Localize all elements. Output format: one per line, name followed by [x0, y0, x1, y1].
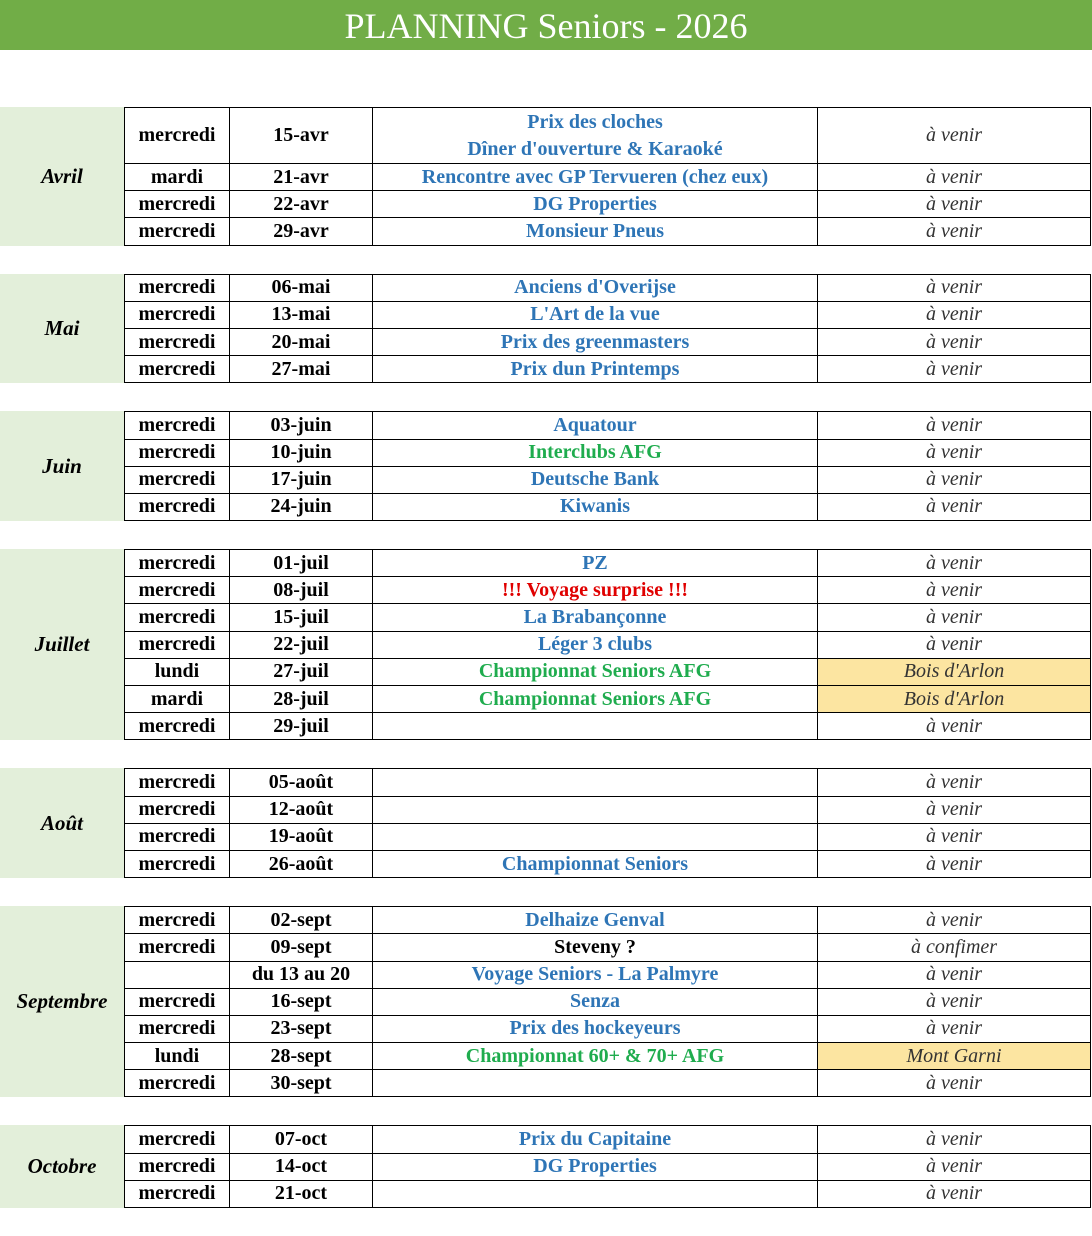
day-cell: mercredi — [124, 989, 230, 1015]
day-cell: mercredi — [124, 604, 230, 630]
month-label: Mai — [0, 274, 124, 384]
event-name: Deutsche Bank — [530, 468, 660, 491]
table-row — [124, 713, 1091, 740]
event-name: Aquatour — [553, 413, 637, 436]
event-cell — [373, 356, 818, 382]
status-cell: à venir — [818, 824, 1091, 850]
status-cell: à venir — [818, 1070, 1091, 1096]
event-name: Prix dun Printemps — [510, 357, 680, 380]
status-cell: à venir — [818, 962, 1091, 988]
table-row — [124, 797, 1091, 824]
date-cell: 30-sept — [230, 1070, 373, 1096]
table-row — [124, 329, 1091, 356]
event-cell — [373, 934, 818, 960]
month-rows — [124, 274, 1091, 384]
table-row — [124, 1154, 1091, 1181]
month-block — [0, 411, 1092, 521]
day-cell: mercredi — [124, 494, 230, 520]
event-cell — [373, 467, 818, 493]
status-cell: à venir — [818, 713, 1091, 739]
day-cell: mercredi — [124, 824, 230, 850]
event-name: DG Properties — [533, 1155, 657, 1178]
event-name: Monsieur Pneus — [526, 219, 664, 242]
table-row — [124, 1016, 1091, 1043]
table-row — [124, 218, 1091, 245]
month-label: Octobre — [0, 1125, 124, 1208]
event-cell — [373, 218, 818, 244]
day-cell: mercredi — [124, 218, 230, 244]
event-cell — [373, 851, 818, 877]
day-cell — [124, 962, 230, 988]
status-cell: à venir — [818, 797, 1091, 823]
date-cell: 14-oct — [230, 1154, 373, 1180]
event-name: Léger 3 clubs — [537, 633, 653, 656]
event-cell — [373, 164, 818, 190]
table-row — [124, 989, 1091, 1016]
table-row — [124, 824, 1091, 851]
event-name: Interclubs AFG — [528, 441, 662, 464]
day-cell: mercredi — [124, 1181, 230, 1207]
status-cell: à venir — [818, 329, 1091, 355]
event-cell — [373, 1070, 818, 1096]
date-cell: 15-juil — [230, 604, 373, 630]
table-row — [124, 1043, 1091, 1070]
event-cell — [373, 989, 818, 1015]
day-cell: mercredi — [124, 851, 230, 877]
table-row — [124, 494, 1091, 521]
day-cell: mercredi — [124, 440, 230, 466]
event-name: Prix des hockeyeurs — [509, 1017, 681, 1040]
day-cell: mercredi — [124, 550, 230, 576]
month-label: Août — [0, 768, 124, 878]
table-row — [124, 356, 1091, 383]
day-cell: mercredi — [124, 191, 230, 217]
event-cell — [373, 1181, 818, 1207]
event-cell — [373, 550, 818, 576]
date-cell: 22-juil — [230, 632, 373, 658]
day-cell: mercredi — [124, 907, 230, 933]
table-row — [124, 934, 1091, 961]
event-name: PZ — [582, 551, 608, 574]
status-cell: à venir — [818, 275, 1091, 301]
month-rows — [124, 768, 1091, 878]
status-cell: à venir — [818, 302, 1091, 328]
table-row — [124, 659, 1091, 686]
event-cell — [373, 577, 818, 603]
event-name: Prix des greenmasters — [500, 330, 690, 353]
status-cell: à venir — [818, 412, 1091, 438]
table-row — [124, 191, 1091, 218]
event-cell — [373, 797, 818, 823]
month-rows — [124, 906, 1091, 1097]
date-cell: 03-juin — [230, 412, 373, 438]
day-cell: mercredi — [124, 302, 230, 328]
day-cell: mercredi — [124, 275, 230, 301]
event-name: Prix des cloches — [527, 110, 663, 133]
date-cell: du 13 au 20 — [230, 962, 373, 988]
event-name: Championnat 60+ & 70+ AFG — [465, 1044, 725, 1067]
date-cell: 17-juin — [230, 467, 373, 493]
status-cell: à venir — [818, 632, 1091, 658]
month-label: Juin — [0, 411, 124, 521]
event-cell — [373, 632, 818, 658]
event-name: L'Art de la vue — [530, 303, 660, 326]
date-cell: 29-avr — [230, 218, 373, 244]
month-rows — [124, 107, 1091, 246]
date-cell: 08-juil — [230, 577, 373, 603]
page-title: PLANNING Seniors - 2026 — [0, 0, 1092, 50]
event-name: Senza — [570, 990, 620, 1013]
date-cell: 27-mai — [230, 356, 373, 382]
day-cell: mercredi — [124, 1126, 230, 1152]
date-cell: 15-avr — [230, 108, 373, 163]
event-name: Championnat Seniors AFG — [478, 687, 712, 710]
date-cell: 29-juil — [230, 713, 373, 739]
date-cell: 22-avr — [230, 191, 373, 217]
table-row — [124, 769, 1091, 796]
event-cell — [373, 769, 818, 795]
status-cell: à venir — [818, 494, 1091, 520]
table-row — [124, 275, 1091, 302]
table-row — [124, 108, 1091, 164]
table-row — [124, 907, 1091, 934]
event-cell — [373, 329, 818, 355]
month-block — [0, 274, 1092, 384]
month-block — [0, 549, 1092, 740]
event-cell — [373, 191, 818, 217]
status-cell: à venir — [818, 218, 1091, 244]
event-cell — [373, 1126, 818, 1152]
status-cell: à venir — [818, 440, 1091, 466]
status-cell: à venir — [818, 1154, 1091, 1180]
month-label: Juillet — [0, 549, 124, 740]
status-cell: à venir — [818, 769, 1091, 795]
table-row — [124, 550, 1091, 577]
day-cell: mercredi — [124, 412, 230, 438]
day-cell: lundi — [124, 659, 230, 685]
date-cell: 01-juil — [230, 550, 373, 576]
month-rows — [124, 549, 1091, 740]
status-cell: à venir — [818, 1016, 1091, 1042]
month-rows — [124, 1125, 1091, 1208]
event-cell — [373, 713, 818, 739]
status-cell: à venir — [818, 191, 1091, 217]
event-cell — [373, 962, 818, 988]
status-cell: à venir — [818, 108, 1091, 163]
day-cell: mercredi — [124, 467, 230, 493]
month-label: Avril — [0, 107, 124, 246]
date-cell: 21-oct — [230, 1181, 373, 1207]
day-cell: mardi — [124, 686, 230, 712]
event-name: !!! Voyage surprise !!! — [501, 578, 689, 601]
event-name: Delhaize Genval — [525, 908, 665, 931]
event-cell — [373, 1043, 818, 1069]
status-cell: Bois d'Arlon — [818, 686, 1091, 712]
day-cell: mercredi — [124, 769, 230, 795]
event-name: Prix du Capitaine — [518, 1128, 672, 1151]
day-cell: mercredi — [124, 632, 230, 658]
status-cell: à venir — [818, 356, 1091, 382]
status-cell: Bois d'Arlon — [818, 659, 1091, 685]
table-row — [124, 412, 1091, 439]
date-cell: 28-sept — [230, 1043, 373, 1069]
month-label: Septembre — [0, 906, 124, 1097]
month-block — [0, 906, 1092, 1097]
status-cell: à venir — [818, 989, 1091, 1015]
date-cell: 21-avr — [230, 164, 373, 190]
date-cell: 07-oct — [230, 1126, 373, 1152]
day-cell: mercredi — [124, 1070, 230, 1096]
day-cell: mercredi — [124, 713, 230, 739]
status-cell: à venir — [818, 1126, 1091, 1152]
event-name: Anciens d'Overijse — [514, 276, 676, 299]
date-cell: 26-août — [230, 851, 373, 877]
event-name: Championnat Seniors — [501, 852, 689, 875]
event-name: Championnat Seniors AFG — [478, 660, 712, 683]
date-cell: 02-sept — [230, 907, 373, 933]
date-cell: 19-août — [230, 824, 373, 850]
month-block — [0, 768, 1092, 878]
event-name: Voyage Seniors - La Palmyre — [471, 963, 719, 986]
status-cell: à venir — [818, 550, 1091, 576]
date-cell: 28-juil — [230, 686, 373, 712]
event-name: Rencontre avec GP Tervueren (chez eux) — [421, 165, 769, 188]
day-cell: mercredi — [124, 934, 230, 960]
status-cell: à venir — [818, 164, 1091, 190]
event-name: Steveny ? — [554, 935, 636, 958]
event-cell — [373, 440, 818, 466]
date-cell: 13-mai — [230, 302, 373, 328]
table-row — [124, 302, 1091, 329]
date-cell: 27-juil — [230, 659, 373, 685]
planning-table — [0, 107, 1092, 1236]
day-cell: lundi — [124, 1043, 230, 1069]
table-row — [124, 962, 1091, 989]
day-cell: mercredi — [124, 1154, 230, 1180]
event-cell — [373, 907, 818, 933]
event-name: Dîner d'ouverture & Karaoké — [467, 137, 723, 160]
table-row — [124, 467, 1091, 494]
event-cell — [373, 824, 818, 850]
event-name: DG Properties — [533, 192, 657, 215]
month-block — [0, 107, 1092, 246]
table-row — [124, 1070, 1091, 1097]
date-cell: 20-mai — [230, 329, 373, 355]
event-cell — [373, 1154, 818, 1180]
date-cell: 16-sept — [230, 989, 373, 1015]
date-cell: 09-sept — [230, 934, 373, 960]
event-cell — [373, 302, 818, 328]
month-rows — [124, 411, 1091, 521]
date-cell: 24-juin — [230, 494, 373, 520]
day-cell: mercredi — [124, 329, 230, 355]
table-row — [124, 164, 1091, 191]
table-row — [124, 686, 1091, 713]
table-row — [124, 632, 1091, 659]
day-cell: mercredi — [124, 577, 230, 603]
status-cell: à venir — [818, 604, 1091, 630]
status-cell: à venir — [818, 577, 1091, 603]
day-cell: mercredi — [124, 797, 230, 823]
status-cell: Mont Garni — [818, 1043, 1091, 1069]
month-block — [0, 1125, 1092, 1208]
table-row — [124, 604, 1091, 631]
date-cell: 10-juin — [230, 440, 373, 466]
table-row — [124, 851, 1091, 878]
status-cell: à venir — [818, 851, 1091, 877]
event-cell — [373, 659, 818, 685]
event-cell — [373, 494, 818, 520]
date-cell: 12-août — [230, 797, 373, 823]
status-cell: à venir — [818, 467, 1091, 493]
date-cell: 23-sept — [230, 1016, 373, 1042]
date-cell: 05-août — [230, 769, 373, 795]
table-row — [124, 1126, 1091, 1153]
event-cell — [373, 686, 818, 712]
event-name: La Brabançonne — [523, 606, 667, 629]
event-cell — [373, 604, 818, 630]
status-cell: à confimer — [818, 934, 1091, 960]
table-row — [124, 1181, 1091, 1208]
event-name: Kiwanis — [559, 495, 631, 518]
table-row — [124, 440, 1091, 467]
event-cell — [373, 412, 818, 438]
day-cell: mercredi — [124, 108, 230, 163]
day-cell: mardi — [124, 164, 230, 190]
event-cell — [373, 1016, 818, 1042]
status-cell: à venir — [818, 1181, 1091, 1207]
day-cell: mercredi — [124, 1016, 230, 1042]
event-cell — [373, 275, 818, 301]
date-cell: 06-mai — [230, 275, 373, 301]
event-cell — [373, 108, 818, 163]
table-row — [124, 577, 1091, 604]
status-cell: à venir — [818, 907, 1091, 933]
day-cell: mercredi — [124, 356, 230, 382]
